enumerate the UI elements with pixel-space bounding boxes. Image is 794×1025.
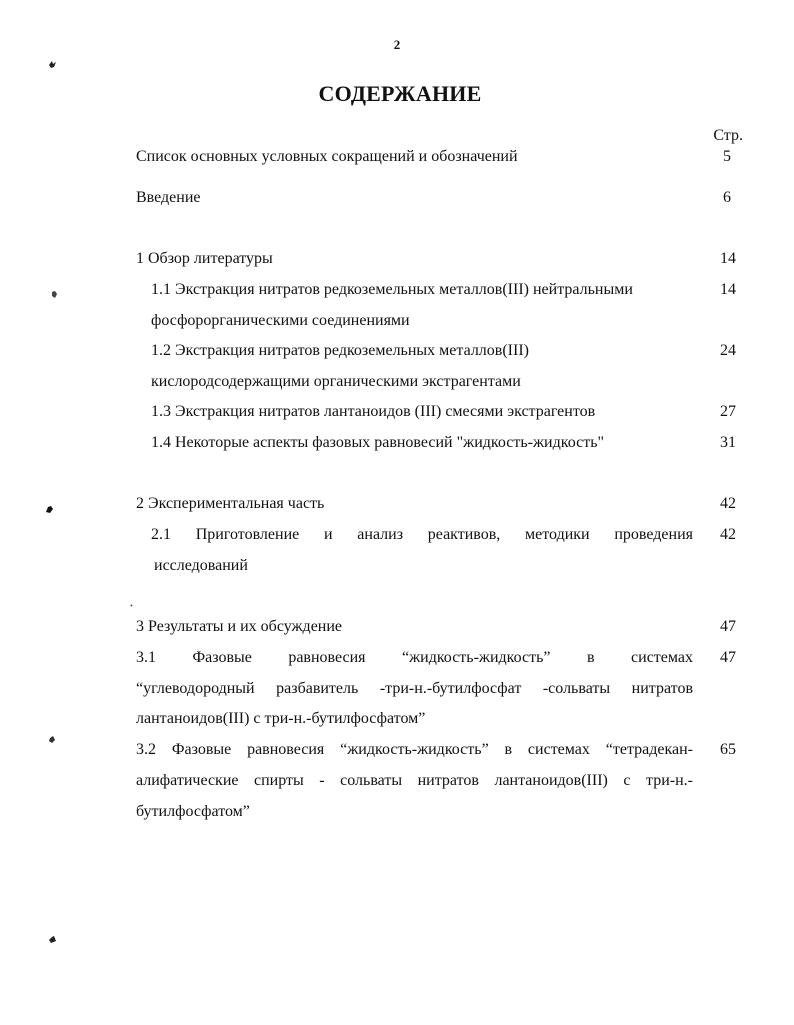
toc-entry-section-1-1-line2: фосфорорганическими соединениями: [151, 312, 410, 329]
toc-entry-chapter-1: 1 Обзор литературы: [136, 250, 273, 267]
scan-mark-2: [50, 290, 59, 299]
toc-page-chapter-3: 47: [720, 618, 736, 635]
toc-page-section-1-1: 14: [720, 281, 736, 298]
toc-entry-section-2-1-line2: исследований: [154, 557, 248, 574]
toc-page-section-1-2: 24: [720, 342, 736, 359]
toc-page-section-2-1: 42: [720, 526, 736, 543]
toc-entry-abbreviations: Список основных условных сокращений и обозначений: [136, 148, 518, 165]
toc-entry-section-1-2-line1: 1.2 Экстракция нитратов редкоземельных металлов(III): [151, 342, 529, 359]
toc-entry-introduction: Введение: [136, 189, 201, 206]
toc-page-section-3-1: 47: [720, 649, 736, 666]
toc-entry-chapter-2: 2 Экспериментальная часть: [136, 495, 325, 512]
toc-entry-section-1-1-line1: 1.1 Экстракция нитратов редкоземельных металлов(III) нейтральными: [151, 281, 633, 298]
page-number: 2: [393, 37, 401, 52]
scan-mark-5: [48, 935, 57, 944]
toc-page-section-3-2: 65: [720, 741, 736, 758]
toc-entry-section-3-1-line2: “углеводородный разбавитель -три-н.-бутилфосфат -сольваты нитратов: [136, 680, 693, 697]
scan-dot: [130, 604, 133, 607]
toc-page-chapter-2: 42: [720, 495, 736, 512]
toc-entry-section-3-2-line3: бутилфосфатом”: [136, 803, 250, 820]
toc-entry-section-1-4: 1.4 Некоторые аспекты фазовых равновесий "жидкость-жидкость": [151, 434, 605, 451]
toc-entry-section-3-2-line2: алифатические спирты - сольваты нитратов лантаноидов(III) с три-н.-: [136, 772, 693, 789]
toc-page-section-1-4: 31: [720, 434, 736, 451]
scan-mark-1: [48, 60, 57, 69]
page-column-header: Стр.: [713, 127, 743, 144]
toc-entry-section-2-1-line1: 2.1 Приготовление и анализ реактивов, методики проведения: [151, 526, 693, 543]
toc-page-abbreviations: 5: [723, 148, 731, 165]
toc-entry-section-1-2-line2: кислородсодержащими органическими экстрагентами: [151, 373, 521, 390]
toc-entry-section-3-2-line1: 3.2 Фазовые равновесия “жидкость-жидкость” в системах “тетрадекан-: [136, 741, 693, 758]
toc-entry-chapter-3: 3 Результаты и их обсуждение: [136, 618, 343, 635]
toc-page-introduction: 6: [723, 189, 731, 206]
scan-mark-4: [48, 735, 57, 744]
toc-page-section-1-3: 27: [720, 403, 736, 420]
toc-entry-section-3-1-line3: лантаноидов(III) с три-н.-бутилфосфатом”: [136, 710, 426, 727]
scan-mark-3: [45, 505, 54, 514]
page-title: СОДЕРЖАНИЕ: [318, 81, 482, 106]
toc-entry-section-1-3: 1.3 Экстракция нитратов лантаноидов (III) смесями экстрагентов: [151, 403, 596, 420]
toc-page-chapter-1: 14: [720, 250, 736, 267]
toc-entry-section-3-1-line1: 3.1 Фазовые равновесия “жидкость-жидкость” в системах: [136, 649, 693, 666]
